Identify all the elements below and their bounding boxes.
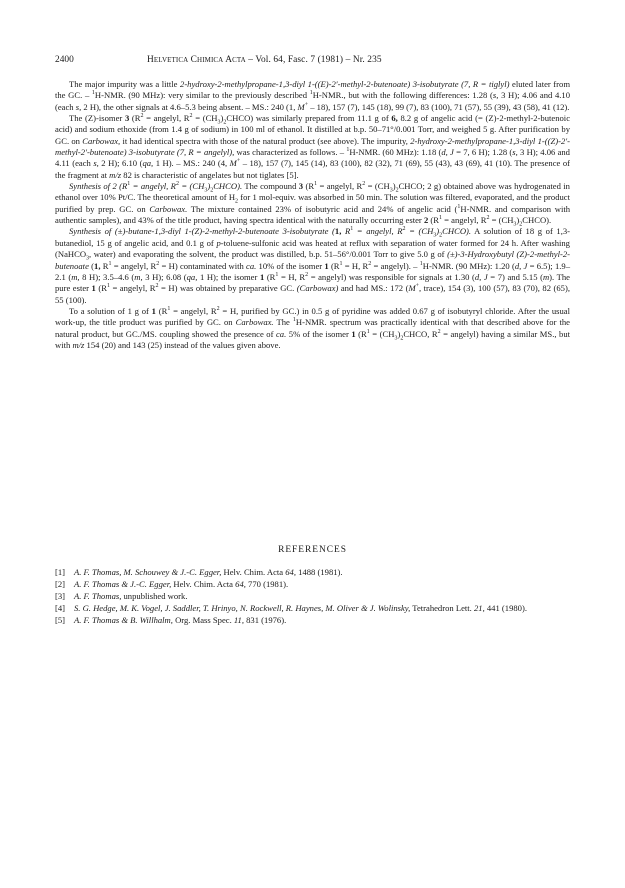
- text-run: (Carbowax): [296, 283, 339, 294]
- text-run: R: [100, 260, 109, 271]
- paragraph-synthesis-2: [55, 181, 570, 226]
- text-run: s,: [492, 90, 499, 101]
- text-run: A solution of 18 g of 1,3-butanediol, 15 g of angelic acid, and 0.1 g of: [55, 226, 571, 248]
- text-run: 2: [368, 260, 372, 267]
- text-run: d, J: [514, 260, 528, 271]
- reference-number: [1]: [55, 567, 66, 577]
- text-run: S. G. Hedge, M. K. Vogel, J. Saddler, T. Hrinyo, N. Rockwell, R. Haynes, M. Oliver & J. Wolinsky,: [74, 602, 411, 613]
- text-run: 1: [309, 90, 313, 97]
- text-run: 1: [346, 147, 350, 154]
- text-run: 2: [439, 233, 443, 240]
- text-run: M: [297, 101, 305, 112]
- text-run: = angelyl, R: [353, 226, 403, 237]
- text-run: s,: [93, 158, 99, 169]
- text-run: Carbowax,: [82, 135, 121, 146]
- text-run: = H, R: [342, 260, 369, 271]
- text-run: m,: [134, 271, 143, 282]
- running-title: [147, 55, 382, 65]
- text-run: 5% of the isomer: [286, 328, 352, 339]
- text-run: The: [273, 317, 293, 328]
- text-run: +: [236, 158, 241, 165]
- text-run: s,: [75, 101, 82, 112]
- text-run: (R: [155, 305, 168, 316]
- text-run: = angelyl, R: [143, 113, 190, 124]
- text-run: p: [216, 237, 221, 248]
- text-run: eluted later from the GC. –: [55, 79, 571, 101]
- text-run: 11,: [233, 614, 244, 625]
- text-run: was characterized as follows. –: [234, 147, 347, 158]
- text-run: 1 H); the isomer: [197, 271, 260, 282]
- text-run: CHCO).: [213, 181, 243, 192]
- reference-text: [74, 591, 187, 601]
- text-run: 3: [124, 113, 130, 124]
- paragraph-z-isomer: [55, 113, 570, 181]
- running-header: [55, 55, 570, 69]
- reference-number: [4]: [55, 602, 66, 613]
- experimental-text: [55, 79, 570, 351]
- reference-number: [5]: [55, 614, 66, 625]
- text-run: = angelyl, R: [441, 215, 487, 226]
- text-run: Helv. Chim. Acta: [171, 578, 236, 589]
- text-run: 2 H), the other signals at 4.6–5.3 being absent. – MS.: 240 (1,: [81, 101, 298, 112]
- text-run: 21,: [473, 602, 485, 613]
- text-run: (±)-3-Hydroxybutyl (Z)-2-methyl-2-butenoate: [55, 249, 570, 271]
- text-run: ca.: [275, 328, 287, 339]
- text-run: 3: [389, 187, 393, 194]
- text-run: (: [88, 260, 95, 271]
- text-run: 2: [437, 328, 441, 335]
- text-run: m,: [71, 271, 80, 282]
- text-run: – 18), 157 (7), 145 (14), 83 (100), 82 (32), 71 (69), 55 (43), 43 (69), 41 (10). The presence of the fragment at: [55, 158, 570, 180]
- text-run: d, J: [474, 271, 488, 282]
- text-run: 64,: [285, 567, 296, 577]
- text-run: 1: [350, 226, 354, 233]
- text-run: M: [229, 158, 237, 169]
- text-run: m/z: [109, 169, 122, 180]
- text-run: CHCO; 2 g) obtained above was hydrogenated in ethanol over 10% Pt/C. The theoretical amount of H: [55, 181, 570, 203]
- references-heading: REFERENCES: [278, 545, 347, 555]
- text-run: 2: [155, 283, 159, 290]
- text-run: qa,: [186, 271, 198, 282]
- text-run: = 7) and 5.15 (: [487, 271, 543, 282]
- text-run: Org. Mass Spec.: [172, 614, 234, 625]
- journal-name: Helvetica Chimica Acta: [147, 55, 246, 65]
- text-run: (R: [264, 271, 276, 282]
- text-run: Helv. Chim. Acta: [221, 567, 286, 577]
- text-run: 2: [216, 306, 220, 313]
- text-run: 1: [457, 203, 461, 210]
- reference-list: [55, 567, 570, 627]
- reference-item: [55, 591, 570, 603]
- text-run: (R: [355, 328, 367, 339]
- text-run: = (CH: [178, 181, 205, 192]
- reference-number: [3]: [55, 590, 66, 601]
- text-run: CHCO, R: [403, 328, 438, 339]
- reference-text: [74, 567, 343, 577]
- text-run: ): [436, 226, 440, 237]
- text-run: 1: [419, 260, 423, 267]
- text-run: M: [408, 283, 416, 294]
- text-run: = H, R: [278, 271, 306, 282]
- text-run: 831 (1976).: [243, 614, 287, 625]
- text-run: 1: [127, 181, 131, 188]
- text-run: +: [415, 283, 419, 290]
- text-run: – 18), 157 (7), 145 (18), 99 (7), 83 (100), 71 (57), 55 (39), 43 (58), 41 (12).: [308, 101, 570, 112]
- text-run: The mixture contained 23% of isobutyric acid and 24% of angelic acid (: [187, 203, 458, 214]
- text-run: for 1 mol-equiv. was absorbed in 50 min. The solution was filtered, evaporated, and the product purified by prep. GC. on: [55, 192, 570, 214]
- text-run: 1: [106, 283, 110, 290]
- text-run: 2: [362, 181, 366, 188]
- text-run: (R: [303, 181, 315, 192]
- text-run: 1: [91, 283, 96, 294]
- text-run: 1: [151, 305, 156, 316]
- text-run: 2: [140, 113, 144, 120]
- text-run: 2: [400, 335, 404, 342]
- text-run: 2: [235, 199, 239, 206]
- text-run: CHCO).: [522, 215, 552, 226]
- text-run: 2: [210, 187, 214, 194]
- text-run: Carbowax.: [235, 317, 274, 328]
- text-run: 2: [189, 113, 193, 120]
- text-run: 1,: [334, 226, 342, 237]
- text-run: 3: [394, 335, 398, 342]
- reference-text: [74, 615, 286, 625]
- text-run: 1488 (1981).: [296, 567, 343, 577]
- text-run: = angelyl, R: [170, 305, 217, 316]
- text-run: 3 H); 6.08 (: [142, 271, 187, 282]
- text-run: = angelyl). –: [371, 260, 420, 271]
- text-run: qa,: [142, 158, 154, 169]
- text-run: 3: [86, 255, 90, 262]
- text-run: 2: [156, 260, 160, 267]
- paragraph-synthesis-butanediyl: [55, 226, 570, 305]
- text-run: 3: [217, 119, 221, 126]
- text-run: it had identical spectra with those of the natural product (see above). The impurity,: [120, 135, 411, 146]
- text-run: +: [304, 101, 309, 108]
- text-run: 2: [175, 181, 179, 188]
- reference-text: [74, 579, 288, 589]
- text-run: = angelyl, R: [317, 181, 363, 192]
- text-run: 1: [324, 260, 329, 271]
- text-run: (R: [95, 283, 107, 294]
- text-run: ): [220, 113, 224, 124]
- text-run: 3: [204, 187, 208, 194]
- text-run: = (CH: [489, 215, 514, 226]
- text-run: (R: [129, 113, 141, 124]
- text-run: ): [397, 328, 401, 339]
- text-run: 1: [167, 306, 171, 313]
- text-run: 2 H); 6.10 (: [98, 158, 143, 169]
- text-run: A. F. Thomas & J.-C. Egger,: [74, 578, 172, 589]
- text-run: H-NMR. (60 MHz): 1.18 (: [349, 147, 442, 158]
- reference-item: [55, 567, 570, 579]
- reference-text: [74, 603, 527, 613]
- text-run: Carbowax.: [149, 203, 188, 214]
- text-run: 1: [366, 328, 370, 335]
- text-run: = angelyl, R: [111, 260, 157, 271]
- text-run: 3: [298, 181, 304, 192]
- text-run: 3: [433, 233, 437, 240]
- text-run: H-NMR. (90 MHz): 1.20 (: [422, 260, 515, 271]
- text-run: 154 (20) and 143 (25) instead of the values given above.: [84, 339, 281, 350]
- text-run: 2: [402, 226, 406, 233]
- page-number: 2400: [55, 55, 74, 65]
- reference-item: [55, 603, 570, 615]
- text-run: CHCO).: [442, 226, 472, 237]
- text-run: 1: [438, 215, 442, 222]
- text-run: (R: [428, 215, 439, 226]
- text-run: 2-hydroxy-2-methylpropane-1,3-diyl 1-((E)-2′-methyl-2-butenoate) 3-isobutyrate (7, R = tiglyl): [180, 79, 510, 89]
- text-run: = H, purified by GC.) in 0.5 g of pyridine was added 0.67 g of isobutyryl chloride. After the usual work-up, the title product was purified by GC. on: [55, 305, 571, 328]
- text-run: 2: [395, 187, 399, 194]
- text-run: = H) contaminated with: [159, 260, 247, 271]
- text-run: = 7, 6 H); 1.28 (: [453, 147, 513, 158]
- text-run: -toluene-sulfonic acid was heated at reflux with separation of water formed for 24 h. After washing (NaHCO: [55, 237, 570, 260]
- text-run: R: [341, 226, 351, 237]
- text-run: Tetrahedron Lett.: [410, 602, 474, 613]
- text-run: 8 H); 3.5–4.6 (: [79, 271, 135, 282]
- text-run: 1 H). – MS.: 240 (4,: [153, 158, 230, 169]
- text-run: 1: [275, 271, 279, 278]
- text-run: 1: [339, 260, 343, 267]
- text-run: m: [542, 271, 550, 282]
- text-run: and had MS.: 172 (: [338, 283, 409, 294]
- text-run: 1: [314, 181, 318, 188]
- text-run: H-NMR. spectrum was practically identical with that described above for the natural product, but GC./MS. coupling showed the presence of: [55, 317, 570, 339]
- text-run: 2: [423, 215, 429, 226]
- text-run: = angelyl) was responsible for signals at 1.30 (: [308, 271, 475, 282]
- text-run: ): [516, 215, 520, 226]
- text-run: 6,: [391, 113, 398, 124]
- text-run: The compound: [242, 181, 299, 192]
- text-run: , trace), 154 (3), 100 (57), 83 (70), 82 (65), 55 (100).: [55, 283, 570, 305]
- text-run: 2-hydroxy-2-methylpropane-1,3-diyl 1-((Z)-2′-methyl-2′-butenoate) 3-isobutyrate (7, R = angelyl),: [55, 135, 570, 158]
- text-run: 82 is characteristic of angelates but not tiglates [5].: [121, 169, 299, 180]
- text-run: ca.: [246, 260, 257, 271]
- text-run: = (CH: [369, 328, 395, 339]
- text-run: A. F. Thomas,: [74, 590, 122, 601]
- text-run: 1: [351, 328, 356, 339]
- text-run: = angelyl, R: [109, 283, 156, 294]
- text-run: ): [392, 181, 396, 192]
- text-run: The major impurity was a little: [69, 79, 181, 89]
- text-run: 3: [513, 221, 517, 228]
- text-run: 1,: [94, 260, 101, 271]
- text-run: d, J: [441, 147, 454, 158]
- text-run: H-NMR. (90 MHz): very similar to the previously described: [94, 90, 310, 101]
- reference-item: [55, 579, 570, 591]
- text-run: 441 (1980).: [484, 602, 527, 613]
- text-run: = H) was obtained by preparative GC.: [158, 283, 297, 294]
- text-run: 2: [223, 119, 227, 126]
- text-run: 1: [259, 271, 265, 282]
- text-run: CHCO) was similarly prepared from 11.1 g of: [226, 113, 392, 124]
- text-run: m/z: [72, 339, 85, 350]
- text-run: ). The pure ester: [55, 271, 570, 294]
- text-run: 1: [91, 90, 95, 97]
- text-run: = angelyl, R: [130, 181, 176, 192]
- text-run: 10% of the isomer: [256, 260, 325, 271]
- text-run: 1: [108, 260, 112, 267]
- text-run: The (Z)-isomer: [69, 113, 125, 124]
- text-run: To a solution of 1 g of: [69, 305, 152, 316]
- text-run: = (CH: [405, 226, 434, 237]
- volume-info: – Vol. 64, Fasc. 7 (1981) – Nr. 235: [248, 55, 382, 65]
- text-run: = 6.5); 1.9–2.1 (: [55, 260, 570, 282]
- text-run: 770 (1981).: [245, 578, 289, 589]
- reference-number: [2]: [55, 578, 66, 589]
- text-run: A. F. Thomas & B. Willhalm,: [74, 614, 173, 625]
- paragraph-impurity-tiglyl: [55, 79, 570, 113]
- text-run: Synthesis of (±)-butane-1,3-diyl 1-(Z)-2-methyl-2-butenoate 3-isobutyrate (: [69, 226, 335, 237]
- paragraph-isobutyryl-chloride: [55, 306, 570, 351]
- text-run: A. F. Thomas, M. Schouwey & J.-C. Egger,: [74, 567, 222, 577]
- text-run: = (CH: [365, 181, 390, 192]
- text-run: = angelyl) having a similar MS., but with: [55, 328, 571, 350]
- text-run: unpublished work.: [121, 590, 188, 601]
- text-run: , water) and evaporating the solvent, the product was distilled, b.p. 51–56°/0.001 Torr to give 5.0 g of: [89, 249, 448, 260]
- text-run: 8.2 g of angelic acid (= (Z)-2-methyl-2-butenoic acid) and sodium ethoxide (from 1.4 g of sodium) in 100 ml of ethanol. It distilled at b.p. 50–71°/0.001 Torr, and weighed 5 g. After purification by GC. on: [55, 113, 571, 146]
- text-run: 2: [305, 271, 309, 278]
- text-run: Synthesis of 2 (R: [69, 181, 128, 192]
- text-run: H-NMR. and comparison with authentic samples), and 43% of the title product, having spectra identical with the naturally occurring ester: [55, 203, 571, 226]
- text-run: 2: [519, 221, 523, 228]
- text-run: 1: [292, 317, 296, 324]
- text-run: 3 H); 4.06 and 4.11 (each: [55, 147, 570, 169]
- reference-item: [55, 615, 570, 627]
- text-run: H-NMR., but with the following differences: 1.28 (: [312, 90, 493, 101]
- text-run: 3 H); 4.06 and 4.10 (each: [55, 90, 571, 112]
- text-run: = (CH: [192, 113, 218, 124]
- text-run: 64,: [235, 578, 246, 589]
- text-run: ): [207, 181, 211, 192]
- text-run: s,: [512, 147, 518, 158]
- text-run: 2: [486, 215, 490, 222]
- text-run: (R: [328, 260, 340, 271]
